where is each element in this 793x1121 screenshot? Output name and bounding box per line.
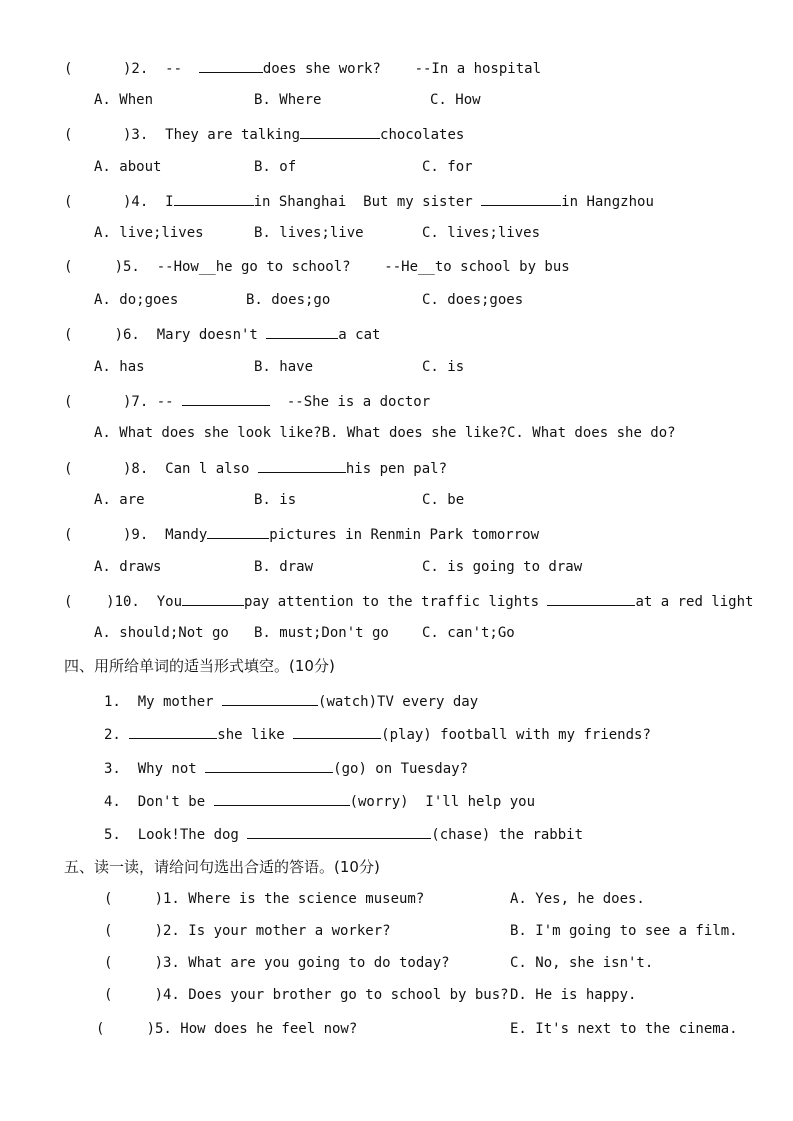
question-8 [64,458,447,478]
answer-blank[interactable] [174,191,254,206]
question-3 [64,124,464,144]
match-question: ( )2. Is your mother a worker? [104,923,391,939]
answer-blank[interactable] [266,324,338,339]
question-4-text: in Hangzhou [561,194,654,210]
option-a: A. are [94,492,145,508]
item-number: 4. [104,794,121,810]
answer-blank[interactable] [182,591,244,606]
question-7-stem: ( )7. -- [64,394,183,410]
fill-item-1 [104,691,478,711]
match-question: ( )4. Does your brother go to school by bus? [104,987,509,1003]
item-number: 5. [104,827,121,843]
option-a: A. has [94,359,145,375]
match-answer: C. No, she isn't. [510,955,654,971]
fill-item-3 [104,758,468,778]
option-b: B. have [254,359,314,375]
answer-blank[interactable] [300,124,380,139]
question-3-text: chocolates [380,127,465,143]
option-b: B. does;go [246,292,331,308]
question-8-stem: ( )8. Can l also [64,461,258,477]
match-question: ( )3. What are you going to do today? [104,955,450,971]
section-5-heading: 五、读一读，请给问句选出合适的答语。(10分) [64,858,380,876]
option-c: C. is going to draw [422,559,583,575]
answer-blank[interactable] [222,691,318,706]
question-2-text: does she work? --In a hospital [262,61,542,77]
question-6 [64,324,380,344]
option-c: C. is [422,359,465,375]
question-10-middle: pay attention to the traffic lights [244,594,548,610]
option-a: A. When [94,92,154,108]
match-question: ( )1. Where is the science museum? [104,891,425,907]
item-text: (watch)TV every day [318,694,479,710]
item-text: Don't be [137,794,214,810]
item-number: 3. [104,761,121,777]
item-text: (play) football with my friends? [381,727,651,743]
answer-blank[interactable] [207,524,269,539]
item-text: Look!The dog [137,827,248,843]
option-a: A. should;Not go [94,625,229,641]
option-b: B. Where [254,92,322,108]
option-b: B. lives;live [254,225,364,241]
option-c: C. can't;Go [422,625,515,641]
match-answer: D. He is happy. [510,987,637,1003]
match-answer: A. Yes, he does. [510,891,645,907]
option-c: C. lives;lives [422,225,541,241]
match-question: ( )5. How does he feel now? [96,1021,358,1037]
question-4 [64,191,654,211]
answer-blank[interactable] [129,724,217,739]
option-a: A. do;goes [94,292,179,308]
answer-blank[interactable] [258,458,346,473]
option-abc: A. What does she look like?B. What does she like?C. What does she do? [94,425,676,441]
match-answer: E. It's next to the cinema. [510,1021,738,1037]
option-b: B. is [254,492,297,508]
item-text: My mother [137,694,223,710]
item-text: (chase) the rabbit [431,827,584,843]
question-9 [64,524,539,544]
question-9-text: pictures in Renmin Park tomorrow [269,527,540,543]
option-c: C. for [422,159,473,175]
option-b: B. of [254,159,297,175]
question-4-stem: ( )4. I [64,194,174,210]
question-7-text: --She is a doctor [270,394,431,410]
option-a: A. draws [94,559,162,575]
question-6-text: a cat [338,327,381,343]
match-answer: B. I'm going to see a film. [510,923,738,939]
answer-blank[interactable] [481,191,561,206]
item-number: 2. [104,727,121,743]
answer-blank[interactable] [182,391,270,406]
option-b: B. must;Don't go [254,625,389,641]
question-9-stem: ( )9. Mandy [64,527,208,543]
question-6-stem: ( )6. Mary doesn't [64,327,267,343]
fill-item-2 [104,724,651,744]
question-2 [64,58,541,78]
question-10-stem: ( )10. You [64,594,183,610]
option-c: C. be [422,492,465,508]
answer-blank[interactable] [247,824,431,839]
section-4-heading: 四、用所给单词的适当形式填空。(10分) [64,657,335,675]
question-3-stem: ( )3. They are talking [64,127,301,143]
option-b: B. draw [254,559,314,575]
answer-blank[interactable] [293,724,381,739]
question-8-text: his pen pal? [345,461,448,477]
item-text: (go) on Tuesday? [333,761,469,777]
question-5: ( )5. --How__he go to school? --He__to school by bus [64,259,570,275]
option-c: C. does;goes [422,292,524,308]
option-a: A. about [94,159,162,175]
option-c: C. How [430,92,481,108]
question-10 [64,591,753,611]
question-4-middle: in Shanghai But my sister [253,194,482,210]
item-text: she like [217,727,294,743]
option-a: A. live;lives [94,225,204,241]
answer-blank[interactable] [214,791,350,806]
question-7 [64,391,430,411]
answer-blank[interactable] [205,758,333,773]
question-2-stem: ( )2. -- [64,61,199,77]
item-text: (worry) I'll help you [349,794,536,810]
fill-item-4 [104,791,535,811]
question-10-text: at a red light [635,594,754,610]
item-number: 1. [104,694,121,710]
fill-item-5 [104,824,583,844]
item-text: Why not [137,761,206,777]
answer-blank[interactable] [199,58,263,73]
answer-blank[interactable] [547,591,635,606]
